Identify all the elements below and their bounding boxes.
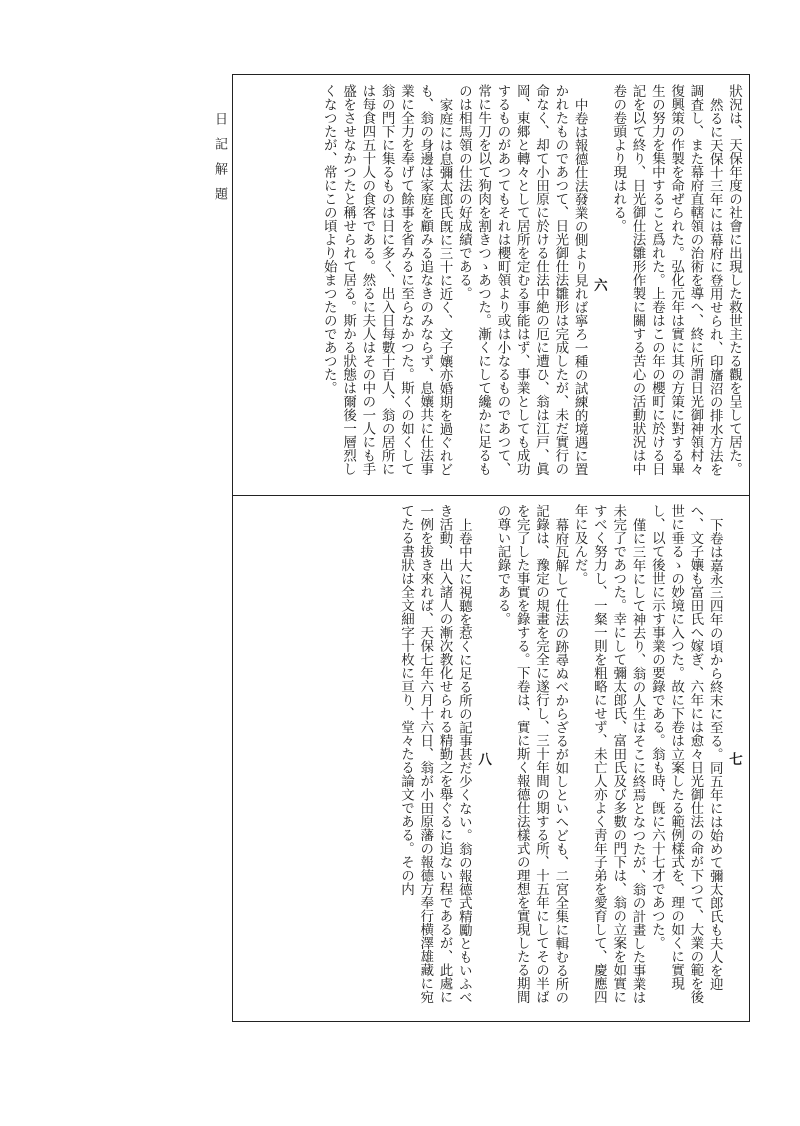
- page-running-title: 日記解題: [212, 112, 227, 212]
- paragraph: 幕府瓦解して仕法の跡尋ぬべからざるが如しといへども、二宮全集に輯むる所の記錄は、豫定の規畫を完全に遂行し、三十年間の期する所、十五年にしてその半ばを完了した事實を錄する。下卷は、實に斯く報德仕法樣式の理想を實現したる期間の尊い記錄である。: [494, 504, 569, 1004]
- paragraph: 然るに天保十三年には幕府に登用せられ、印旛沼の排水方法を調査し、また幕府直轄領の治術を導へ、終に所謂日光御神領村々復興策の作製を命ぜられた。弘化元年は實に其の方策に對する畢生の努力を集中すること爲れた。上卷はこの年の櫻町に於ける日記を以て終り、日光御仕法雛形作製に關する苦心の活動狀況は中卷の卷頭より現はれる。: [610, 84, 723, 476]
- section-heading-8: 八: [475, 752, 492, 766]
- paragraph: 上卷中大に視聽を惹くに足る所の記事甚だ少くない。翁の報德式精勵ともいふべき活動、出入諸人の漸次教化せられる精勤之を舉ぐるに追ない程であるが、此處に一例を拔き來れば、天保七年六月十六日、翁が小田原藩の報德方奉行横澤雄藏に宛てたる書狀は全文細字十枚に亘り、堂々たる論文である。その内: [397, 504, 472, 1004]
- section-heading-7: 七: [726, 752, 742, 766]
- paragraph: 僅に三年にして神去り、翁の人生はそこに終焉となつたが、翁の計畫した事業は未完了であつた。幸にして彌太郎氏、富田氏及び多數の門下は、翁の立案を如實にすべく努力し、一粲一則を粗略にせず、未亡人亦よく靑年子弟を愛育して、慶應四年に及んだ。: [571, 504, 646, 1004]
- paragraph: 中卷は報德仕法發業の側より見れば寧ろ一種の試練的境遇に置かれたものであつて、日光御仕法雛形は完成したが、未だ實行の命なく、却て小田原に於ける仕法中絶の厄に遭ひ、翁は江戸、眞岡、東郷と轉々として居所を定むる事能はず、事業としても成功するものがあつてもそれは櫻町領より或は小なるものであつて、常に牛刀を以て狗肉を割きつゝあつた。漸くにして纔かに足るものは相馬領の仕法の好成績である。: [455, 84, 588, 476]
- paragraph: 下卷は嘉永三四年の頃から終末に至る。同五年には始めて彌太郎氏も夫人を迎へ、文子孃も富田氏へ嫁ぎ、六年には愈々日光御仕法の命が下つて、大業の範を後世に垂るゝの妙境に入つた。故に下卷は立案したる範例樣式を、理の如くに實現し、以て後世に示す事業の要錄である。翁も時、旣に六十七才であつた。: [648, 504, 723, 1004]
- bottom-text-panel: [240, 504, 743, 1014]
- top-text-panel: [240, 84, 743, 486]
- section-divider: [232, 495, 750, 496]
- paragraph: 狀況は、天保年度の社會に出現した救世主たる觀を呈して居た。: [726, 84, 742, 476]
- paragraph: 家庭には息彌太郎氏旣に三十に近く、文子孃亦婚期を過ぐれども、翁の身邊は家庭を顧みる追なきのみならず、息孃共に仕法事業に全力を奉げて餘事を省みるに至らなかつた。斯くの如くして翁の門下に集るものは日に多く、出入日每數十百人、翁の居所には每食四五十人の食客である。然るに夫人はその中の一人にも手盛をさせなかつたと稱せられて居る。斯かる狀態は爾後一層烈しくなつたが、常にこの頃より始まつたのであつた。: [320, 84, 453, 476]
- section-heading-6: 六: [590, 278, 607, 292]
